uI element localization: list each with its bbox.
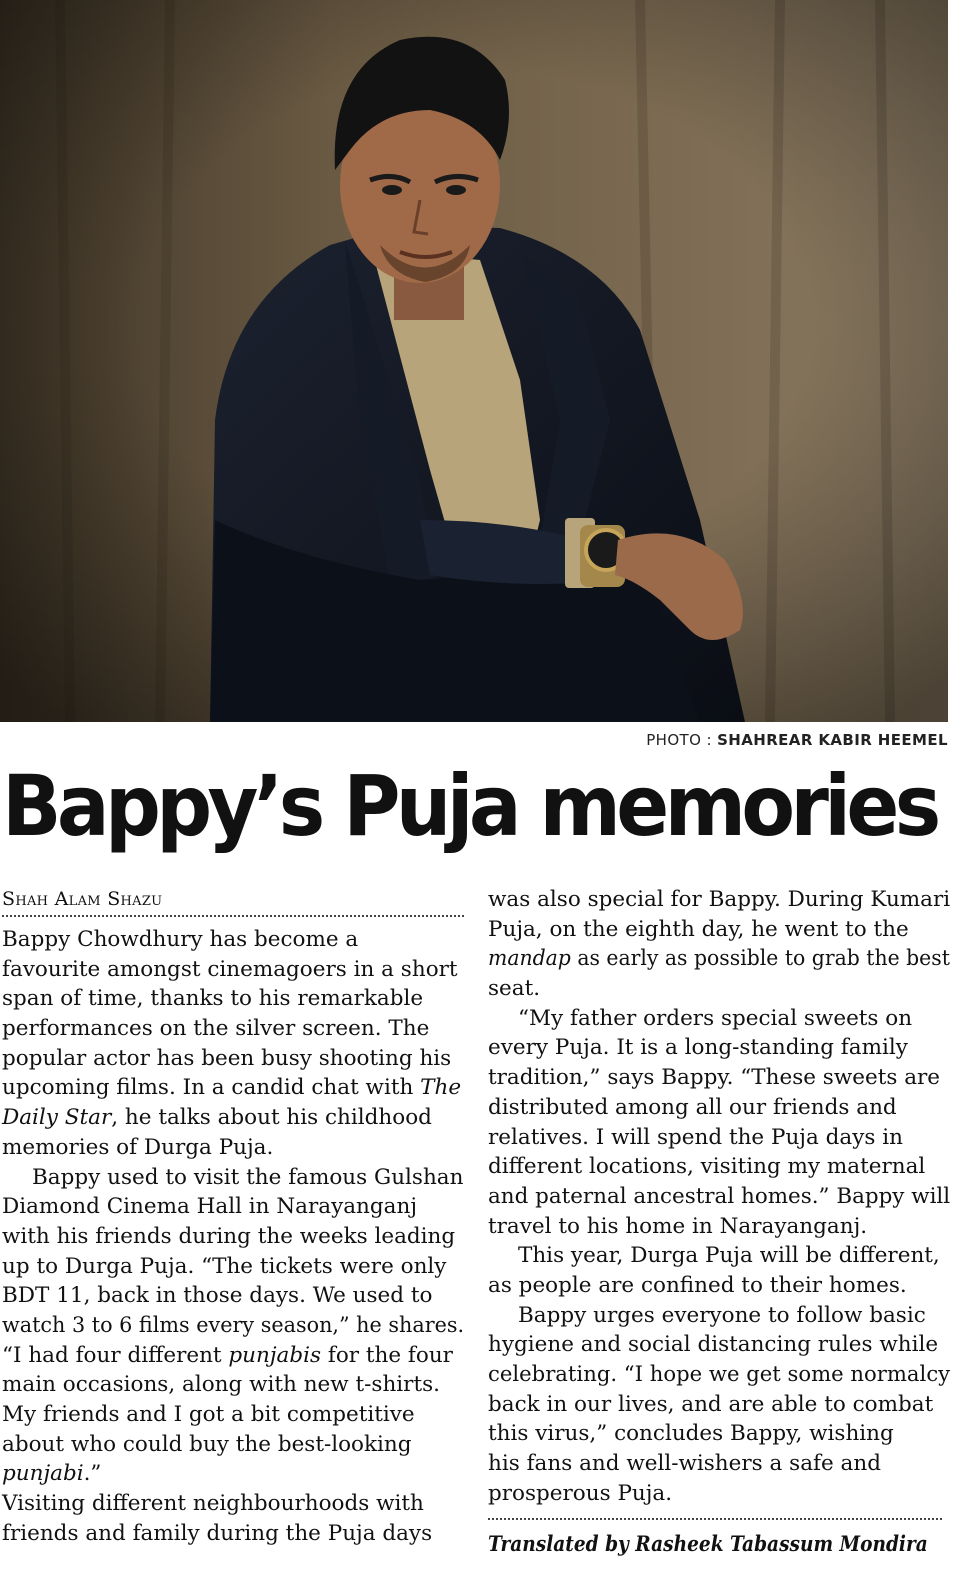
byline: Shah Alam Shazu — [2, 888, 163, 910]
text-line: and paternal ancestral homes.” Bappy will — [488, 1183, 951, 1209]
text-line: celebrating. “I hope we get some normalcy — [488, 1362, 951, 1387]
text-line: every Puja. It is a long-standing family — [488, 1035, 908, 1061]
text-line: Daily Star, he talks about his childhood — [2, 1105, 432, 1131]
text-line: Visiting different neighbourhoods with — [2, 1491, 424, 1517]
translator-credit: Translated by Rasheek Tabassum Mondira — [488, 1532, 928, 1558]
text-line: My friends and I got a bit competitive — [2, 1402, 415, 1427]
text-line: Bappy urges everyone to follow basic — [518, 1302, 926, 1328]
text-line: BDT 11, back in those days. We used to — [2, 1283, 433, 1309]
text-line: span of time, thanks to his remarkable — [2, 986, 424, 1012]
text-line: this virus,” concludes Bappy, wishing — [488, 1421, 894, 1447]
headline: Bappy’s Puja memories — [2, 757, 937, 855]
text-line: his fans and well-wishers a safe and — [488, 1451, 881, 1477]
article-column-left — [2, 885, 464, 1548]
text-line: with his friends during the weeks leading — [2, 1223, 456, 1249]
text-line: as people are confined to their homes. — [488, 1272, 907, 1298]
text-line: watch 3 to 6 films every season,” he shares. — [2, 1312, 465, 1338]
text-line: upcoming films. In a candid chat with The — [2, 1075, 462, 1101]
text-line: Diamond Cinema Hall in Narayanganj — [2, 1194, 417, 1220]
text-line: friends and family during the Puja days — [2, 1520, 433, 1546]
text-line: seat. — [488, 976, 541, 1002]
text-line: tradition,” says Bappy. “These sweets are — [488, 1065, 941, 1091]
text-line: different locations, visiting my maternal — [488, 1154, 926, 1180]
photo-credit-name: SHAHREAR KABIR HEEMEL — [717, 731, 948, 749]
text-line: “My father orders special sweets on — [518, 1005, 913, 1031]
text-line: relatives. I will spend the Puja days in — [488, 1124, 903, 1150]
hero-photo — [0, 0, 948, 722]
text-line: main occasions, along with new t-shirts. — [2, 1372, 440, 1398]
text-line: Bappy used to visit the famous Gulshan — [32, 1164, 464, 1190]
text-line: about who could buy the best-looking — [2, 1431, 412, 1457]
text-line: distributed among all our friends and — [488, 1094, 897, 1120]
text-line: prosperous Puja. — [488, 1480, 673, 1506]
text-line: travel to his home in Narayanganj. — [488, 1213, 868, 1239]
text-line: was also special for Bappy. During Kumari — [488, 887, 951, 912]
text-line: performances on the silver screen. The — [2, 1016, 430, 1042]
text-line: Puja, on the eighth day, he went to the — [488, 916, 909, 942]
text-line: This year, Durga Puja will be different, — [518, 1243, 940, 1269]
text-line: hygiene and social distancing rules while — [488, 1332, 939, 1358]
byline-divider — [2, 915, 464, 917]
text-line: popular actor has been busy shooting his — [2, 1045, 452, 1071]
translator-divider — [488, 1518, 942, 1520]
text-line: memories of Durga Puja. — [2, 1134, 274, 1160]
text-line: up to Durga Puja. “The tickets were only — [2, 1253, 447, 1279]
text-line: mandap as early as possible to grab the best — [488, 946, 950, 972]
text-line: Bappy Chowdhury has become a — [2, 927, 359, 952]
text-line: “I had four different punjabis for the four — [2, 1342, 453, 1368]
text-line: favourite amongst cinemagoers in a short — [2, 956, 458, 982]
text-line: back in our lives, and are able to combat — [488, 1391, 934, 1417]
text-line: punjabi.” — [2, 1461, 102, 1487]
article-column-right — [488, 885, 950, 1560]
photo-credit-prefix: PHOTO : — [646, 731, 718, 749]
portrait-photo-illustration — [0, 0, 948, 722]
